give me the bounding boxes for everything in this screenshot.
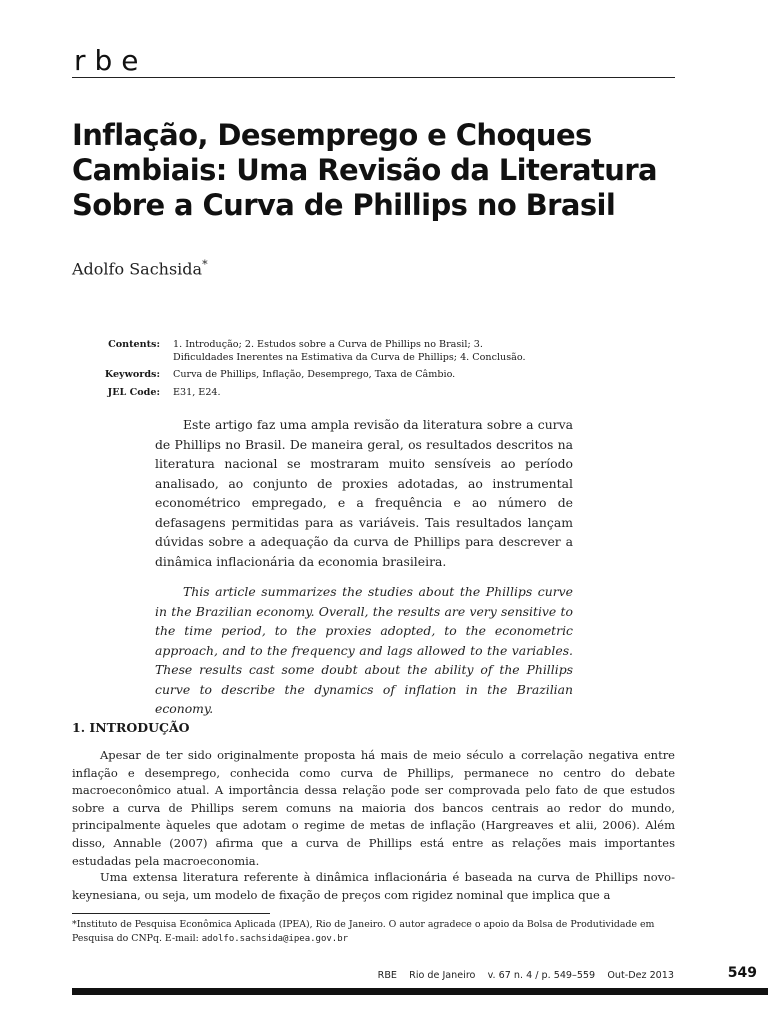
author-line [72, 258, 208, 278]
footer-bar [72, 988, 768, 995]
author-name: Adolfo Sachsida [72, 259, 203, 279]
abstract-portuguese: Este artigo faz uma ampla revisão da literatura sobre a curva de Phillips no Brasil. De maneira geral, os resultados descritos na literatura nacional se mostraram muito sensíveis ao período analisado, ao conjunto de proxies adotadas, ao instrumental econométrico empregado, e a frequência e ao número de defasagens permitidas para as variáveis. Tais resultados lançam dúvidas sobre a adequação da curva de Phillips para descrever a dinâmica inflacionária da economia brasileira. [155, 417, 573, 569]
footer-citation: RBE Rio de Janeiro v. 67 n. 4 / p. 549–559 Out-Dez 2013 [377, 970, 674, 981]
contents-row [72, 339, 672, 364]
contents-value: 1. Introdução; 2. Estudos sobre a Curva de Phillips no Brasil; 3. Dificuldades Inerentes na Estimativa da Curva de Phillips; 4. Conclusão. [173, 339, 526, 363]
title-line: Sobre a Curva de Phillips no Brasil [72, 188, 616, 222]
body-paragraph: Apesar de ter sido originalmente proposta há mais de meio século a correlação negativa entre inflação e desemprego, conhecida como curva de Phillips, permanece no centro do debate macroeconômico atual. A importância dessa relação pode ser comprovada pelo fato de que estudos sobre a curva de Phillips serem comuns na maioria dos bancos centrais ao redor do mundo, principalmente àqueles que adotam o regime de metas de inflação (Hargreaves et alii, 2006). Além disso, Annable (2007) afirma que a curva de Phillips está entre as relações mais importantes estudadas pela macroeconomia. [72, 748, 675, 868]
author-footnote-mark: * [202, 258, 208, 271]
footnote-rule [72, 913, 270, 914]
title-line: Inflação, Desemprego e Choques [72, 118, 592, 152]
jel-row [72, 387, 672, 400]
header-rule [72, 77, 675, 78]
abstract-english: This article summarizes the studies about the Phillips curve in the Brazilian economy. Overall, the results are very sensitive to the time period, to the proxies adopted, to the econometric approach, and to the frequency and lags allowed to the variables. These results cast some doubt about the ability of the Phillips curve to describe the dynamics of inflation in the Brazilian economy. [155, 584, 573, 716]
keywords-value: Curva de Phillips, Inflação, Desemprego, Taxa de Câmbio. [173, 369, 456, 380]
footnote-text: *Instituto de Pesquisa Econômica Aplicada (IPEA), Rio de Janeiro. O autor agradece o apoio da Bolsa de Produtividade em Pesquisa do CNPq. E-mail: [72, 919, 655, 944]
contents-label: Contents: [108, 339, 160, 350]
author-footnote [72, 918, 675, 946]
author-email: adolfo.sachsida@ipea.gov.br [201, 934, 349, 944]
title-line: Cambiais: Uma Revisão da Literatura [72, 153, 657, 187]
article-metadata [72, 339, 672, 404]
keywords-label: Keywords: [104, 369, 160, 380]
body-paragraph: Uma extensa literatura referente à dinâmica inflacionária é baseada na curva de Phillips novo-keynesiana, ou seja, um modelo de fixação de preços com rigidez nominal que implica que a [72, 870, 675, 902]
page-number: 549 [727, 965, 757, 981]
journal-logo: rbe [74, 44, 148, 77]
jel-label: JEL Code: [107, 386, 160, 398]
jel-value: E31, E24. [173, 386, 221, 398]
article-title [72, 118, 692, 223]
keywords-row [72, 369, 672, 382]
section-heading: 1. INTRODUÇÃO [72, 720, 190, 735]
